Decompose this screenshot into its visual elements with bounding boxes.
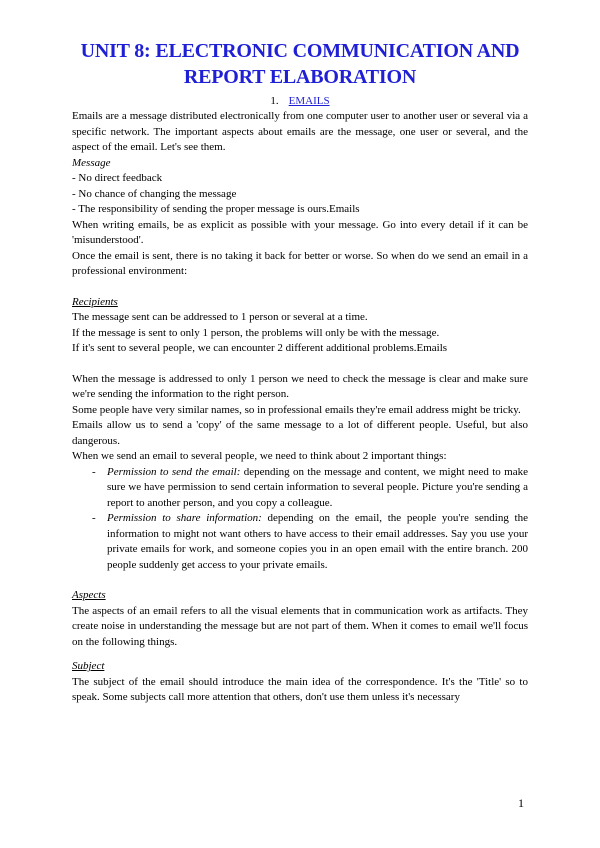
page-number: 1 xyxy=(518,796,524,810)
recipients-line: The message sent can be addressed to 1 person or several at a time. xyxy=(72,311,368,323)
recipients-paragraph: Emails allow us to send a 'copy' of the same message to a lot of different people. Useful, but also dangerous. xyxy=(72,419,528,447)
recipients-paragraph: When the message is addressed to only 1 person we need to check the message is clear and make sure we're sending the information to the right person. xyxy=(72,372,528,400)
recipients-heading: Recipients xyxy=(72,295,118,308)
list-item-term: Permission to send the email: xyxy=(107,465,241,478)
recipients-paragraph: When we send an email to several people, we need to think about 2 important things: xyxy=(72,450,447,462)
list-item xyxy=(72,511,528,573)
subject-paragraph: The subject of the email should introduce the main idea of the correspondence. It's the 'Title' so to speak. Some subjects call more attention that others, don't use them unless it's necessary xyxy=(72,675,528,703)
list-item-text: depending on the message and content, we might need to make sure we have permission to send certain information to several people. Picture you're sending a report to another person, and you copy a colleague. xyxy=(107,465,529,509)
message-bullet: - No direct feedback xyxy=(72,172,163,184)
list-item-text: depending on the email, the people you're sending the information to might not want others to have access to their email addresses. Say you use your private emails for work, and someone copies you in an open email with the entire branch. 200 people suddenly get access to your private emails. xyxy=(107,512,528,571)
intro-paragraph: Emails are a message distributed electronically from one computer user to another user or several via a specific network. The important aspects about emails are the message, one user or several, and the aspect of the email. Let's see them. xyxy=(72,110,528,153)
list-bullet: - xyxy=(92,465,96,478)
list-bullet: - xyxy=(92,512,96,524)
unit-title: UNIT 8: ELECTRONIC COMMUNICATION AND REPORT ELABORATION xyxy=(80,40,520,88)
subject-heading: Subject xyxy=(72,660,105,672)
recipients-paragraph: Some people have very similar names, so in professional emails they're email address might be tricky. xyxy=(72,403,521,416)
section-heading xyxy=(72,93,528,109)
permissions-list xyxy=(72,465,528,574)
recipients-line: If it's sent to several people, we can encounter 2 different additional problems.Emails xyxy=(72,342,448,354)
section-title: EMAILS xyxy=(288,95,330,107)
recipients-line: If the message is sent to only 1 person, the problems will only be with the message. xyxy=(72,326,440,339)
aspects-paragraph: The aspects of an email refers to all the visual elements that in communication work as artifacts. They create noise in understanding the message but are not part of them. When it comes to email we'll focus on the following things. xyxy=(72,604,528,648)
message-bullet: - The responsibility of sending the proper message is ours.Emails xyxy=(72,203,360,215)
message-paragraph: Once the email is sent, there is no taking it back for better or worse. So when do we send an email in a professional environment: xyxy=(72,249,528,277)
section-number: 1. xyxy=(270,95,279,107)
message-heading: Message xyxy=(72,156,111,169)
list-item-term: Permission to share information: xyxy=(107,512,262,524)
list-item xyxy=(72,465,528,512)
message-paragraph: When writing emails, be as explicit as possible with your message. Go into every detail if it can be 'misunderstood'. xyxy=(72,218,528,246)
document-page xyxy=(72,38,528,706)
message-bullet: - No chance of changing the message xyxy=(72,187,237,200)
aspects-heading: Aspects xyxy=(72,589,106,601)
